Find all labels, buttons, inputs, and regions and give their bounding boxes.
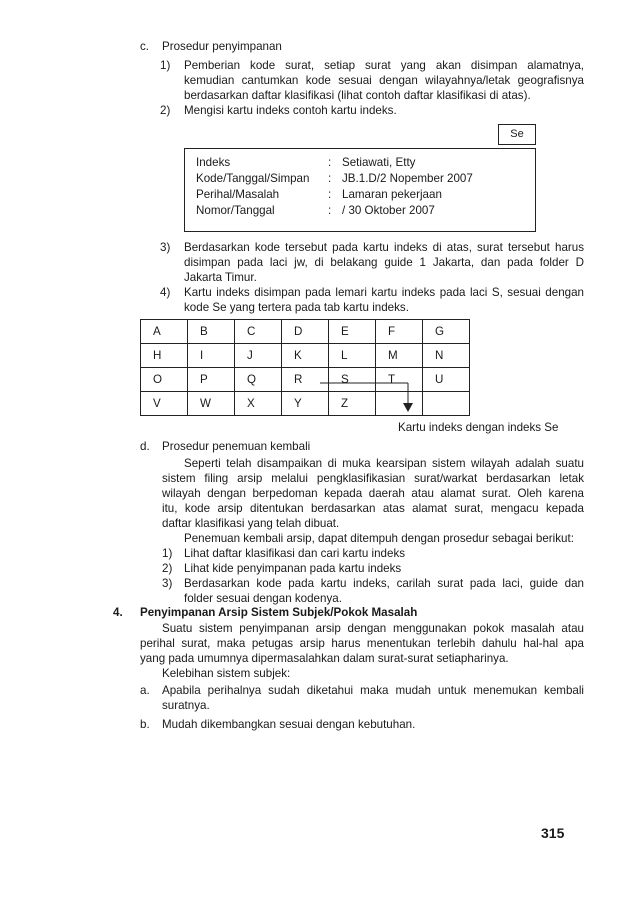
drawer-cell: M xyxy=(376,344,423,368)
drawer-cell: R xyxy=(282,368,329,392)
item2-text: Mengisi kartu indeks contoh kartu indeks. xyxy=(184,104,397,117)
drawer-cell: O xyxy=(141,368,188,392)
card-colon: : xyxy=(328,204,332,217)
d-step1-text: Lihat daftar klasifikasi dan cari kartu indeks xyxy=(184,547,406,560)
drawer-cell: F xyxy=(376,320,423,344)
card-value-kode: JB.1.D/2 Nopember 2007 xyxy=(342,172,473,185)
item4-line-2: kode Se yang tertera pada tab kartu indeks. xyxy=(184,301,409,314)
drawer-cell: Y xyxy=(282,392,329,416)
item4-number: 4) xyxy=(160,286,171,299)
drawer-cell: P xyxy=(188,368,235,392)
section-c-marker: c. xyxy=(140,40,150,53)
drawer-cell: D xyxy=(282,320,329,344)
d-step2-text: Lihat kide penyimpanan pada kartu indeks xyxy=(184,562,402,575)
item4-line-1: Kartu indeks disimpan pada lemari kartu indeks pada laci S, sesuai dengan xyxy=(184,286,584,299)
section-d-marker: d. xyxy=(140,440,150,453)
drawer-cell: J xyxy=(235,344,282,368)
card-value-nomor: / 30 Oktober 2007 xyxy=(342,204,435,217)
card-label-nomor: Nomor/Tanggal xyxy=(196,204,275,217)
s4-item-b-text: Mudah dikembangkan sesuai dengan kebutuhan. xyxy=(162,718,416,731)
drawer-cell: B xyxy=(188,320,235,344)
d-para1-line-4: itu, kode arsip ditentukan berdasarkan atas alamat surat, mengacu kepada xyxy=(162,502,584,515)
s4-advantages-intro: Kelebihan sistem subjek: xyxy=(162,667,291,680)
drawer-cell-s: S xyxy=(329,368,376,392)
drawer-cell: H xyxy=(141,344,188,368)
drawer-cell: C xyxy=(235,320,282,344)
drawer-cell: K xyxy=(282,344,329,368)
s4-item-b-marker: b. xyxy=(140,718,150,731)
d-para1-line-3: wilayah dengan berpedoman kepada daerah atau alamat surat. Oleh karena xyxy=(162,487,584,500)
d-step1-number: 1) xyxy=(162,547,173,560)
drawer-cell: T xyxy=(376,368,423,392)
item3-line-2: disimpan pada laci jw, di belakang guide 1 Jakarta, dan pada folder D xyxy=(184,256,584,269)
item1-line-1: Pemberian kode surat, setiap surat yang akan disimpan alamatnya, xyxy=(184,59,584,72)
card-label-perihal: Perihal/Masalah xyxy=(196,188,280,201)
section-c-title: Prosedur penyimpanan xyxy=(162,40,282,53)
s4-para-line-1: Suatu sistem penyimpanan arsip dengan menggunakan pokok masalah atau xyxy=(162,622,584,635)
drawer-cell: W xyxy=(188,392,235,416)
item3-number: 3) xyxy=(160,241,171,254)
item3-line-3: Jakarta Timur. xyxy=(184,271,257,284)
page-number: 315 xyxy=(541,825,565,841)
s4-para-line-3: yang pada umumnya dipermasalahkan dalam surat-surat setiapharinya. xyxy=(140,652,509,665)
section-4-title: Penyimpanan Arsip Sistem Subjek/Pokok Masalah xyxy=(140,606,418,619)
d-para1-line-2: sistem filing arsip melalui pengklasifikasian surat/warkat berdasarkan letak xyxy=(162,472,584,485)
drawer-cell: E xyxy=(329,320,376,344)
item1-number: 1) xyxy=(160,59,171,72)
cabinet-caption: Kartu indeks dengan indeks Se xyxy=(398,421,559,434)
card-value-perihal: Lamaran pekerjaan xyxy=(342,188,442,201)
section-4-marker: 4. xyxy=(113,606,123,619)
drawer-cell: I xyxy=(188,344,235,368)
card-label-kode: Kode/Tanggal/Simpan xyxy=(196,172,310,185)
drawer-cell: L xyxy=(329,344,376,368)
s4-item-a-line-2: suratnya. xyxy=(162,699,210,712)
card-colon: : xyxy=(328,172,332,185)
d-step3-line-2: folder sesuai dengan kodenya. xyxy=(184,592,342,605)
card-colon: : xyxy=(328,188,332,201)
drawer-cell: Q xyxy=(235,368,282,392)
item3-line-1: Berdasarkan kode tersebut pada kartu indeks di atas, surat tersebut harus xyxy=(184,241,584,254)
d-para1-line-5: daftar klasifikasi yang telah dibuat. xyxy=(162,517,340,530)
drawer-cell: U xyxy=(423,368,470,392)
index-card-tab: Se xyxy=(498,124,536,145)
d-step2-number: 2) xyxy=(162,562,173,575)
drawer-cell: N xyxy=(423,344,470,368)
drawer-cell: G xyxy=(423,320,470,344)
d-para2: Penemuan kembali arsip, dapat ditempuh dengan prosedur sebagai berikut: xyxy=(184,532,574,545)
drawer-cell: A xyxy=(141,320,188,344)
item2-number: 2) xyxy=(160,104,171,117)
section-d-title: Prosedur penemuan kembali xyxy=(162,440,311,453)
s4-item-a-line-1: Apabila perihalnya sudah diketahui maka mudah untuk menemukan kembali xyxy=(162,684,584,697)
drawer-cell: X xyxy=(235,392,282,416)
d-step3-line-1: Berdasarkan kode pada kartu indeks, carilah surat pada laci, guide dan xyxy=(184,577,584,590)
item1-line-3: berdasarkan daftar klasifikasi (lihat contoh daftar klasifikasi di atas). xyxy=(184,89,531,102)
card-label-indeks: Indeks xyxy=(196,156,231,169)
s4-para-line-2: perihal surat, maka petugas arsip harus menentukan terlebih dahulu hal-hal apa xyxy=(140,637,584,650)
drawer-cell: V xyxy=(141,392,188,416)
card-value-indeks: Setiawati, Etty xyxy=(342,156,416,169)
card-colon: : xyxy=(328,156,332,169)
item1-line-2: kemudian cantumkan kode sesuai dengan wilayahnya/letak geografisnya xyxy=(184,74,584,87)
d-para1-line-1: Seperti telah disampaikan di muka kearsipan sistem wilayah adalah suatu xyxy=(184,457,584,470)
d-step3-number: 3) xyxy=(162,577,173,590)
drawer-cell: Z xyxy=(329,392,376,416)
s4-item-a-marker: a. xyxy=(140,684,150,697)
